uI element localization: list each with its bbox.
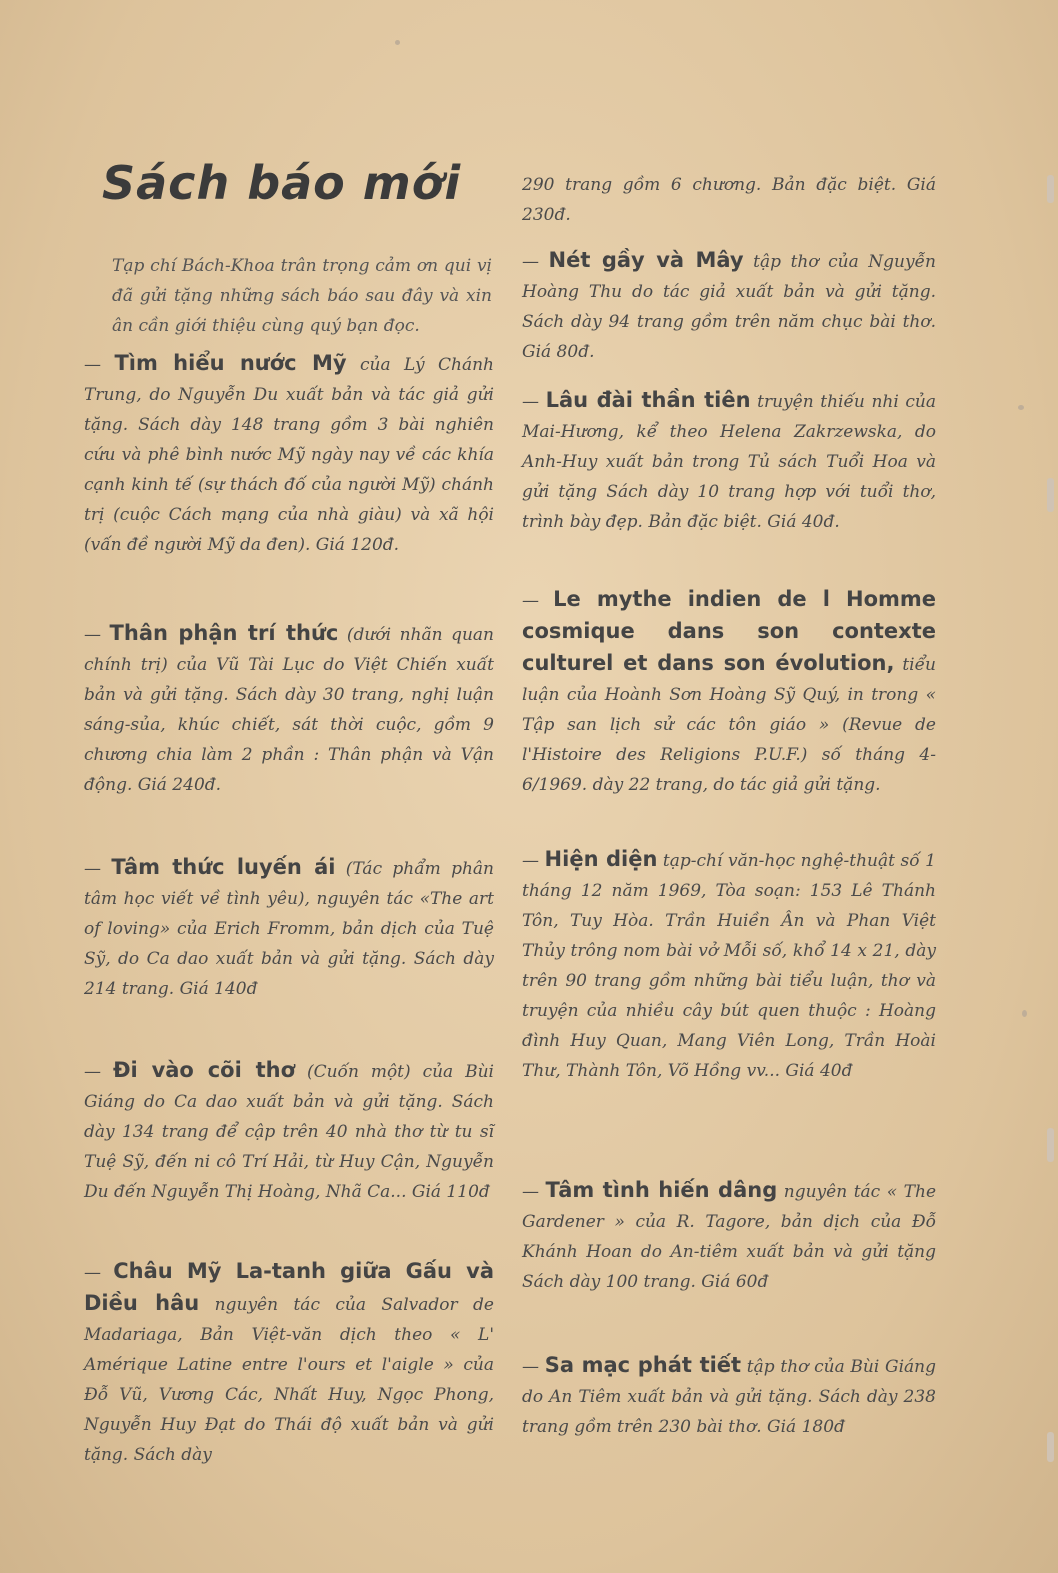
entry-title: Thân phận trí thức bbox=[109, 621, 339, 645]
intro-paragraph: Tạp chí Bách-Khoa trân trọng cảm ơn qui vị đã gửi tặng những sách báo sau đây và xin ân cần giới thiệu cùng quý bạn đọc. bbox=[112, 256, 492, 336]
entry-dash: — bbox=[522, 1357, 545, 1377]
book-entry bbox=[522, 584, 936, 800]
entry-body: tiểu luận của Hoành Sơn Hoàng Sỹ Quý, in trong « Tập san lịch sử các tôn giáo » (Revue de l'Histoire des Religions P.U.F.) số tháng 4-6/1969. dày 22 trang, do tác giả gửi tặng. bbox=[522, 655, 936, 795]
entry-title: Lâu đài thần tiên bbox=[545, 388, 751, 412]
entry-dash: — bbox=[84, 625, 110, 645]
book-entry bbox=[522, 1175, 936, 1297]
entry-dash: — bbox=[84, 1062, 113, 1082]
book-entry bbox=[84, 618, 494, 800]
entry-dash: — bbox=[84, 355, 115, 375]
book-entry bbox=[84, 852, 494, 1004]
entry-dash: — bbox=[84, 1263, 114, 1283]
entry-body: tập thơ của Bùi Giáng do An Tiêm xuất bản và gửi tặng. Sách dày 238 trang gồm trên 230 bài thơ. Giá 180đ bbox=[522, 1357, 936, 1437]
book-entry bbox=[522, 1350, 936, 1442]
binding-hole-mark bbox=[1047, 478, 1054, 512]
binding-hole-mark bbox=[1047, 1128, 1054, 1162]
entry-title: Sa mạc phát tiết bbox=[544, 1353, 742, 1377]
entry-dash: — bbox=[522, 392, 546, 412]
paper-speck bbox=[395, 40, 400, 45]
book-entry-continued bbox=[522, 168, 936, 230]
entry-body: nguyên tác của Salvador de Madariaga, Bản Việt-văn dịch theo « L' Amérique Latine entre l'ours et l'aigle » của Đỗ Vũ, Vương Các, Nhất Huy, Ngọc Phong, Nguyễn Huy Đạt do Thái độ xuất bản và gửi tặng. Sách dày bbox=[84, 1295, 494, 1465]
entry-title: Tâm thức luyến ái bbox=[111, 855, 336, 879]
book-entry bbox=[522, 385, 936, 537]
book-entry bbox=[522, 844, 936, 1086]
entry-dash: — bbox=[522, 252, 549, 272]
entry-title: Hiện diện bbox=[544, 847, 658, 871]
paper-speck bbox=[1018, 405, 1024, 410]
entry-body: (dưới nhãn quan chính trị) của Vũ Tài Lục do Việt Chiến xuất bản và gửi tặng. Sách dày 30 trang, nghị luận sáng-sủa, khúc chiết, sát thời cuộc, gồm 9 chương chia làm 2 phần : Thân phận và Vận động. Giá 240đ. bbox=[84, 625, 494, 795]
entry-body: của Lý Chánh Trung, do Nguyễn Du xuất bản và tác giả gửi tặng. Sách dày 148 trang gồm 3 bài nghiên cứu và phê bình nước Mỹ ngày nay về các khía cạnh kinh tế (sự thách đố của người Mỹ) chánh trị (cuộc Cách mạng của nhà giàu) và xã hội (vấn đề người Mỹ da đen). Giá 120đ. bbox=[84, 355, 495, 555]
binding-hole-mark bbox=[1047, 1432, 1054, 1462]
entry-dash: — bbox=[522, 851, 545, 871]
entry-title: Tâm tình hiến dâng bbox=[545, 1178, 778, 1202]
entry-title: Tìm hiểu nước Mỹ bbox=[114, 351, 347, 375]
book-entry bbox=[522, 245, 936, 367]
binding-hole-mark bbox=[1047, 175, 1054, 203]
book-entry bbox=[84, 1055, 494, 1207]
entry-title: Châu Mỹ La-tanh giữa Gấu và Diều hâu bbox=[84, 1259, 495, 1315]
entry-dash: — bbox=[522, 1182, 546, 1202]
entry-body: (Cuốn một) của Bùi Giáng do Ca dao xuất bản và gửi tặng. Sách dày 134 trang để cập trên 40 nhà thơ từ tu sĩ Tuệ Sỹ, đến ni cô Trí Hải, từ Huy Cận, Nguyễn Du đến Nguyễn Thị Hoàng, Nhã Ca... Giá 110đ bbox=[84, 1062, 494, 1202]
entry-dash: — bbox=[522, 591, 554, 611]
entry-title: Nét gầy và Mây bbox=[548, 248, 744, 272]
entry-body: truyện thiếu nhi của Mai-Hương, kể theo Helena Zakrzewska, do Anh-Huy xuất bản trong Tủ sách Tuổi Hoa và gửi tặng Sách dày 10 trang hợp với tuổi thơ, trình bày đẹp. Bản đặc biệt. Giá 40đ. bbox=[522, 392, 936, 532]
entry-body: 290 trang gồm 6 chương. Bản đặc biệt. Giá 230đ. bbox=[522, 175, 936, 225]
section-heading: Sách báo mới bbox=[102, 156, 462, 210]
entry-title: Le mythe indien de l Homme cosmique dans son contexte culturel et dans son évolution, bbox=[522, 587, 936, 675]
entry-body: (Tác phẩm phân tâm học viết về tình yêu), nguyên tác «The art of loving» của Erich Fromm, bản dịch của Tuệ Sỹ, do Ca dao xuất bản và gửi tặng. Sách dày 214 trang. Giá 140đ bbox=[84, 859, 494, 999]
entry-body: nguyên tác « The Gardener » của R. Tagore, bản dịch của Đỗ Khánh Hoan do An-tiêm xuất bản và gửi tặng Sách dày 100 trang. Giá 60đ bbox=[522, 1182, 937, 1292]
entry-body: tạp-chí văn-học nghệ-thuật số 1 tháng 12 năm 1969, Tòa soạn: 153 Lê Thánh Tôn, Tuy Hòa. Trần Huiền Ân và Phan Việt Thủy trông nom bài vở Mỗi số, khổ 14 x 21, dày trên 90 trang gồm những bài tiểu luận, thơ và truyện của nhiều cây bút quen thuộc : Hoàng đình Huy Quan, Mang Viên Long, Trần Hoài Thư, Thành Tôn, Võ Hồng vv... Giá 40đ bbox=[522, 851, 936, 1081]
entry-title: Đi vào cõi thơ bbox=[112, 1058, 296, 1082]
paper-speck bbox=[1022, 1010, 1027, 1017]
entry-dash: — bbox=[84, 859, 112, 879]
book-entry bbox=[84, 348, 494, 560]
book-entry bbox=[84, 1256, 494, 1470]
entry-body: tập thơ của Nguyễn Hoàng Thu do tác giả xuất bản và gửi tặng. Sách dày 94 trang gồm trên năm chục bài thơ. Giá 80đ. bbox=[522, 252, 936, 362]
